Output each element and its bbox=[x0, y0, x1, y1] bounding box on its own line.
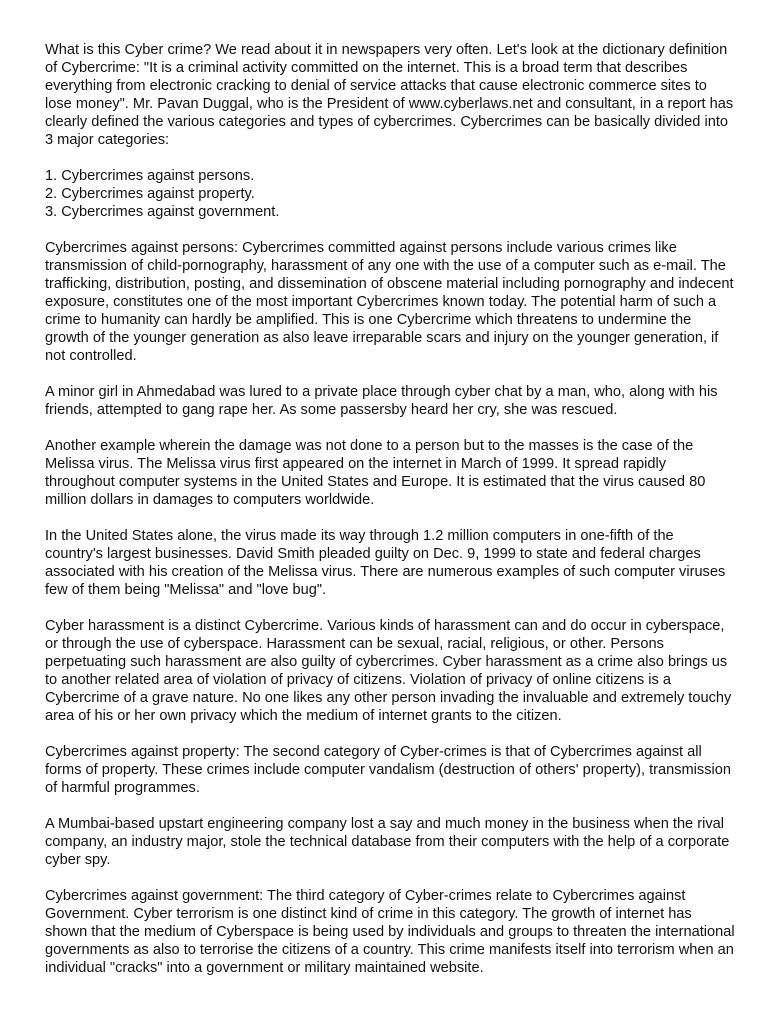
category-list: 1. Cybercrimes against persons. 2. Cybercrimes against property. 3. Cybercrimes against government. bbox=[45, 168, 280, 220]
harassment-paragraph: Cyber harassment is a distinct Cybercrime. Various kinds of harassment can and do occur in cyberspace, or through the use of cyberspace. Harassment can be sexual, racial, religious, or other. Persons perpetuating such harassment are also guilty of cybercrimes. Cyber harassment as a crime also brings us to another related area of violation of privacy of citizens. Violation of privacy of online citizens is a Cybercrime of a grave nature. No one likes any other person invading the invaluable and extremely touchy area of his or her own privacy which the medium of internet grants to the citizen. bbox=[45, 618, 732, 724]
mumbai-paragraph: A Mumbai-based upstart engineering company lost a say and much money in the business when the rival company, an industry major, stole the technical database from their computers with the help of a corporate cyber spy. bbox=[45, 816, 730, 868]
intro-paragraph: What is this Cyber crime? We read about it in newspapers very often. Let's look at the dictionary definition of Cybercrime: "It is a criminal activity committed on the internet. This is a broad term that describes everything from electronic cracking to denial of service attacks that cause electronic commerce sites to lose money". Mr. Pavan Duggal, who is the President of www.cyberlaws.net and consultant, in a report has clearly defined the various categories and types of cybercrimes. Cybercrimes can be basically divided into 3 major categories: bbox=[45, 42, 734, 148]
document-body bbox=[45, 41, 735, 995]
persons-paragraph: Cybercrimes against persons: Cybercrimes committed against persons include various crimes like transmission of child-pornography, harassment of any one with the use of a computer such as e-mail. The trafficking, distribution, posting, and dissemination of obscene material including pornography and indecent exposure, constitutes one of the most important Cybercrimes known today. The potential harm of such a crime to humanity can hardly be amplified. This is one Cybercrime which threatens to undermine the growth of the younger generation as also leave irreparable scars and injury on the younger generation, if not controlled. bbox=[45, 240, 734, 364]
us-virus-paragraph: In the United States alone, the virus made its way through 1.2 million computers in one-fifth of the country's largest businesses. David Smith pleaded guilty on Dec. 9, 1999 to state and federal charges associated with his creation of the Melissa virus. There are numerous examples of such computer viruses few of them being "Melissa" and "love bug". bbox=[45, 528, 726, 598]
government-paragraph: Cybercrimes against government: The third category of Cyber-crimes relate to Cybercrimes against Government. Cyber terrorism is one distinct kind of crime in this category. The growth of internet has shown that the medium of Cyberspace is being used by individuals and groups to threaten the international governments as also to terrorise the citizens of a country. This crime manifests itself into terrorism when an individual "cracks" into a government or military maintained website. bbox=[45, 888, 735, 976]
ahmedabad-paragraph: A minor girl in Ahmedabad was lured to a private place through cyber chat by a man, who, along with his friends, attempted to gang rape her. As some passersby heard her cry, she was rescued. bbox=[45, 384, 718, 418]
property-paragraph: Cybercrimes against property: The second category of Cyber-crimes is that of Cybercrimes against all forms of property. These crimes include computer vandalism (destruction of others' property), transmission of harmful programmes. bbox=[45, 744, 731, 796]
melissa-paragraph: Another example wherein the damage was not done to a person but to the masses is the case of the Melissa virus. The Melissa virus first appeared on the internet in March of 1999. It spread rapidly throughout computer systems in the United States and Europe. It is estimated that the virus caused 80 million dollars in damages to computers worldwide. bbox=[45, 438, 706, 508]
